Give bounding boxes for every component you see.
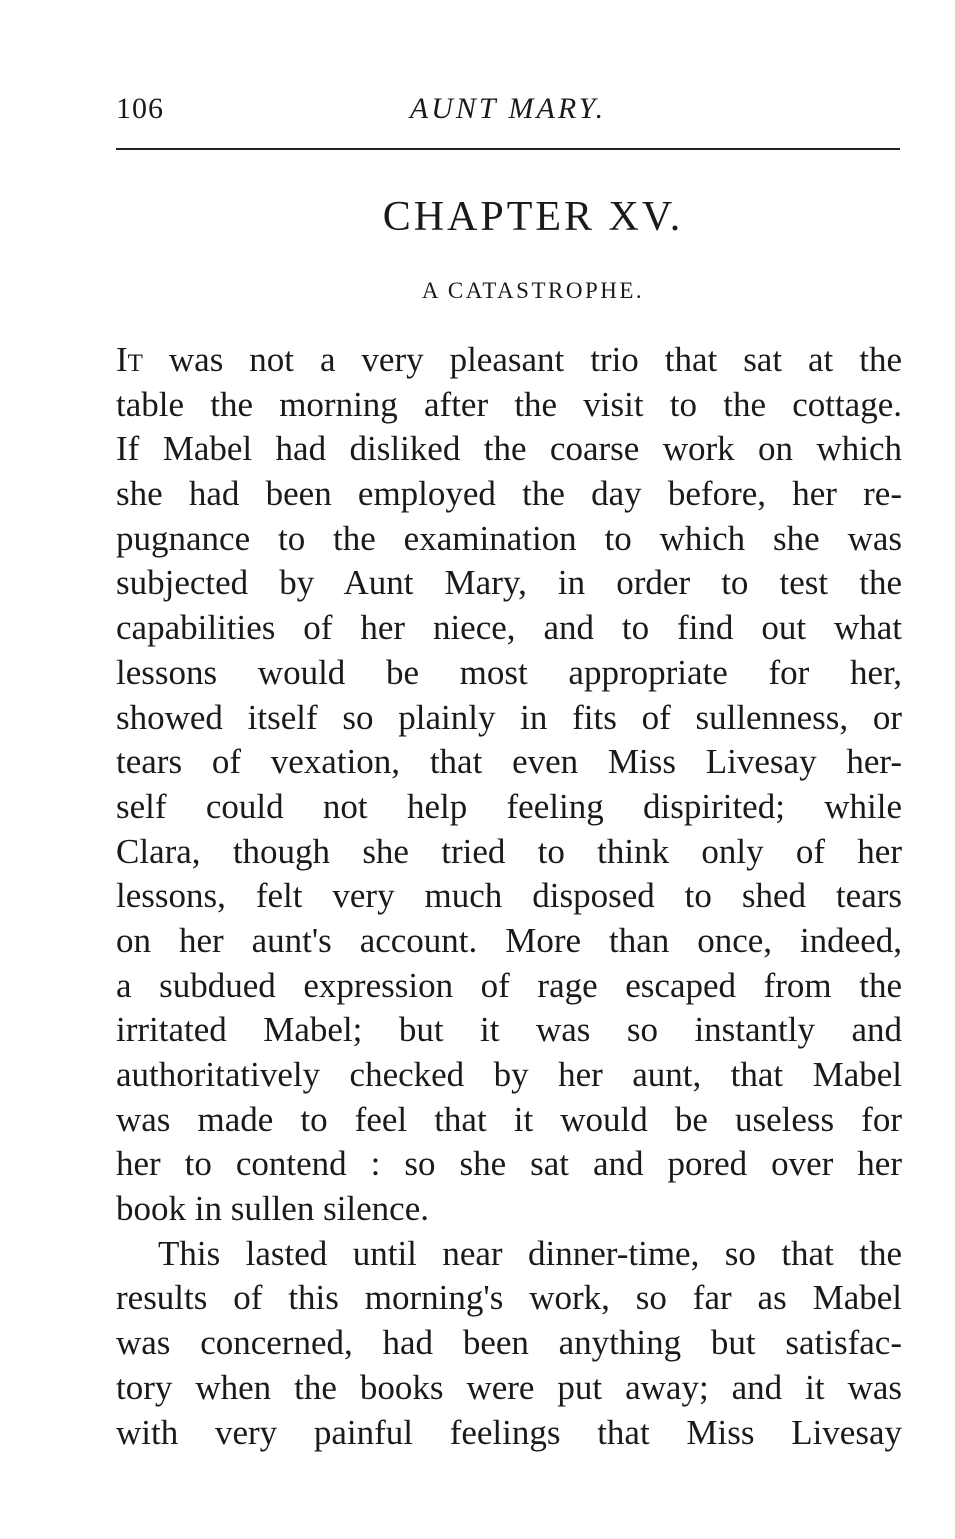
header-rule (116, 148, 900, 150)
text-line: results of this morning's work, so far as Mabel (116, 1278, 902, 1318)
text-line: showed itself so plainly in fits of sullenness, or (116, 697, 902, 737)
text-line: self could not help feeling dispirited; while (116, 786, 902, 826)
text-line: she had been employed the day before, her re- (116, 474, 902, 514)
text-line: irritated Mabel; but it was so instantly and (116, 1010, 902, 1050)
text-line: capabilities of her niece, and to find out what (116, 608, 902, 648)
text-line: with very painful feelings that Miss Livesay (116, 1412, 902, 1452)
text-line: authoritatively checked by her aunt, that Mabel (116, 1055, 902, 1094)
opening-word: It (116, 340, 143, 379)
text-line: pugnance to the examination to which she was (116, 518, 902, 558)
text-line: tory when the books were put away; and it was (116, 1367, 902, 1407)
text-line: a subdued expression of rage escaped from the (116, 965, 902, 1005)
body-text (116, 338, 902, 1455)
text-line: was made to feel that it would be useless for (116, 1099, 902, 1139)
text-line: Clara, though she tried to think only of her (116, 831, 902, 871)
text-line: If Mabel had disliked the coarse work on which (116, 429, 902, 469)
text-line: her to contend : so she sat and pored over her (116, 1144, 902, 1184)
text-line: book in sullen silence. (116, 1189, 430, 1229)
running-title: AUNT MARY. (409, 92, 607, 125)
text-line: was concerned, had been anything but satisfac- (116, 1323, 902, 1363)
text-line: This lasted until near dinner-time, so that the (158, 1233, 902, 1273)
text-line: tears of vexation, that even Miss Livesay her- (116, 742, 902, 782)
chapter-subtitle: A CATASTROPHE. (421, 278, 645, 303)
opening-line-rest: was not a very pleasant trio that sat at the (142, 340, 902, 379)
running-head (116, 92, 900, 132)
page-number: 106 (116, 92, 164, 125)
text-line: subjected by Aunt Mary, in order to test the (116, 563, 902, 603)
text-line: on her aunt's account. More than once, indeed, (116, 920, 902, 960)
chapter-title: CHAPTER XV. (382, 194, 684, 240)
text-line: table the morning after the visit to the cottage. (116, 384, 902, 424)
text-line: lessons would be most appropriate for her, (116, 652, 902, 692)
text-line: lessons, felt very much disposed to shed tears (116, 876, 902, 916)
text-line-1 (116, 338, 902, 383)
